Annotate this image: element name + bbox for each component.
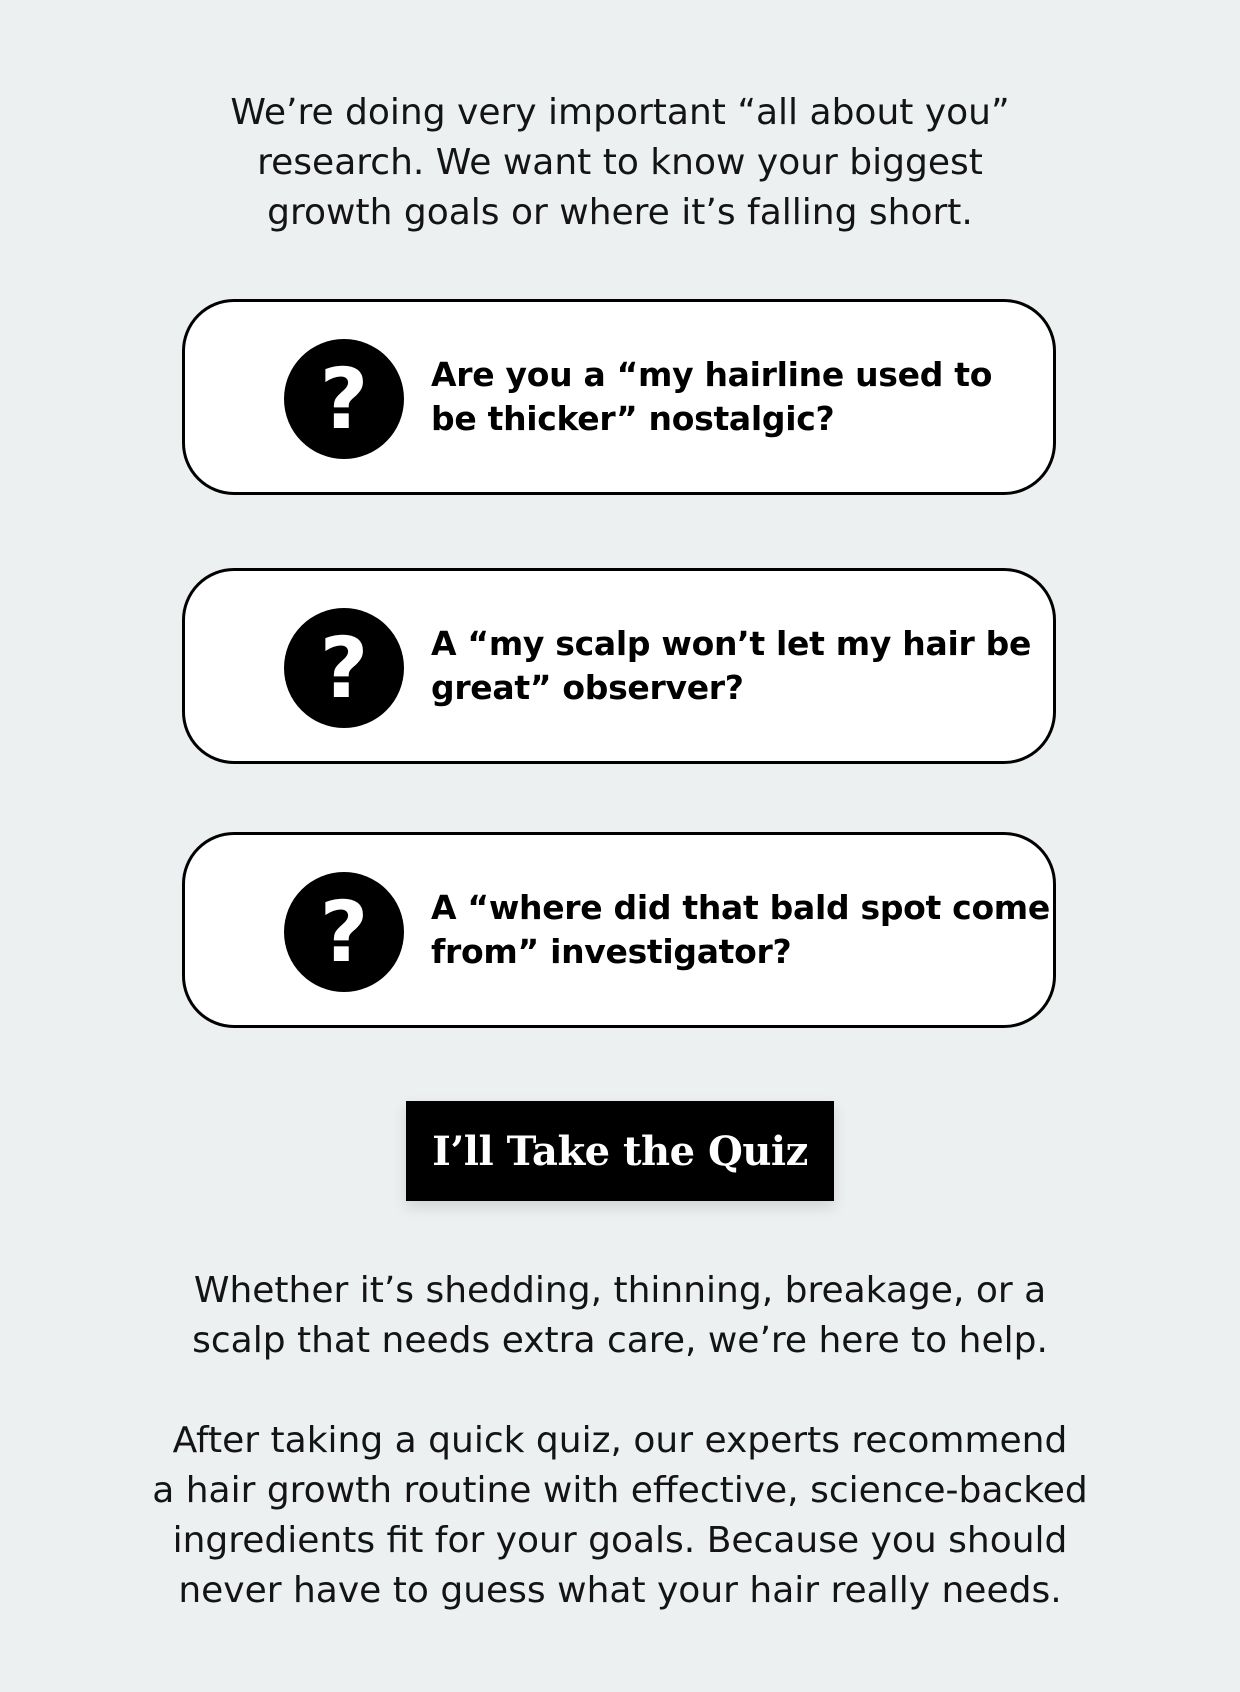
question-card-scalp (182, 568, 1056, 764)
question-card-bald-spot (182, 832, 1056, 1028)
question-line: A “where did that bald spot come (431, 888, 1050, 927)
question-line: be thicker” nostalgic? (431, 399, 835, 438)
question-card-hairline (182, 299, 1056, 495)
take-quiz-button[interactable]: I’ll Take the Quiz (406, 1101, 834, 1201)
question-line: Are you a “my hairline used to (431, 355, 993, 394)
outro-line: Whether it’s shedding, thinning, breakage, or a (193, 1270, 1047, 1311)
question-text (431, 622, 1031, 710)
intro-text (170, 88, 1070, 238)
question-line: great” observer? (431, 668, 744, 707)
intro-line: growth goals or where it’s falling short. (267, 192, 973, 233)
outro-line: a hair growth routine with effective, science-backed (152, 1470, 1088, 1511)
outro-paragraph-quiz (140, 1416, 1100, 1616)
intro-line: research. We want to know your biggest (257, 142, 983, 183)
outro-line: scalp that needs extra care, we’re here to help. (192, 1320, 1048, 1361)
outro-line: ingredients fit for your goals. Because you should (172, 1520, 1068, 1561)
question-mark-icon: ? (284, 872, 404, 992)
question-mark-icon: ? (284, 339, 404, 459)
question-text (431, 353, 1031, 441)
outro-line: After taking a quick quiz, our experts recommend (172, 1420, 1068, 1461)
question-line: from” investigator? (431, 932, 792, 971)
outro-paragraph-help (140, 1266, 1100, 1366)
question-line: A “my scalp won’t let my hair be (431, 624, 1032, 663)
outro-line: never have to guess what your hair really needs. (178, 1570, 1062, 1611)
question-mark-icon: ? (284, 608, 404, 728)
question-text (431, 886, 1050, 974)
intro-line: We’re doing very important “all about you” (230, 92, 1010, 133)
